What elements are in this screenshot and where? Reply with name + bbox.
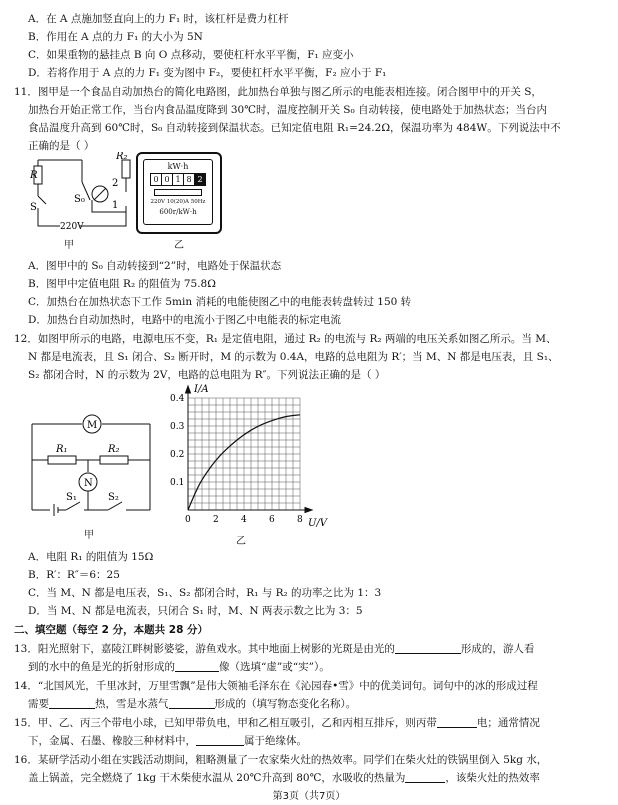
q11-stem-line1: 11．图甲是一个食品自动加热台的简化电路图，此加热台单独与图乙所示的电能表相连接。闭合图甲中的开关 S， [14, 86, 542, 98]
q12-circuit-s1-label: S₁ [66, 492, 77, 503]
q12-iu-chart [168, 382, 328, 528]
q12-circuit-n-label: N [84, 478, 93, 489]
q11-circuit-r-label: R [30, 170, 38, 181]
q16-text: ，该柴火灶的热效率 [445, 772, 540, 784]
q11-circuit-terminal-2: 2 [112, 178, 119, 189]
q12-option-d: D．当 M、N 都是电流表，只闭合 S₁ 时，M、N 两表示数之比为 3：5 [28, 605, 363, 617]
q11-option-a: A．图甲中的 S₀ 自动转接到“2”时，电路处于保温状态 [28, 260, 282, 272]
q11-circuit-r2-label: R₂ [116, 152, 128, 162]
q12-option-c: C．当 M、N 都是电压表，S₁、S₂ 都闭合时，R₁ 与 R₂ 的功率之比为 1：3 [28, 587, 382, 599]
q16-text: 盖上锅盖，完全燃烧了 1kg 干木柴使水温从 20℃升高到 80℃，水吸收的热量为 [28, 772, 406, 784]
q11-meter-spec2: 600r/kW·h [159, 208, 197, 216]
q12-figure-yi-label: 乙 [236, 536, 246, 547]
q11-meter-digit: 0 [151, 174, 162, 185]
q12-chart-ylabel: I/A [194, 384, 209, 395]
q13-blank-1[interactable] [395, 642, 461, 654]
q14-text: 需要 [28, 698, 49, 710]
x-tick-label: 2 [213, 515, 219, 525]
q12-circuit-s2-label: S₂ [108, 492, 119, 503]
q15-text: 电；通常情况 [476, 717, 540, 729]
q13-line2 [28, 660, 330, 676]
y-tick-label: 0.2 [170, 450, 185, 460]
q11-option-c: C．加热台在加热状态下工作 5min 消耗的电能使图乙中的电能表转盘转过 150 转 [28, 296, 412, 308]
q11-option-d: D．加热台自动加热时，电路中的电流小于图乙中电能表的标定电流 [28, 314, 341, 326]
q12-circuit-diagram [26, 412, 156, 520]
q10-option-a: A．在 A 点施加竖直向上的力 F₁ 时，该杠杆是费力杠杆 [28, 13, 289, 25]
q10-option-c: C．如果重物的悬挂点 B 向 O 点移动，要使杠杆水平平衡，F₁ 应变小 [28, 49, 354, 61]
q12-chart-xlabel: U/V [308, 518, 328, 528]
q14-blank-2[interactable] [169, 697, 215, 709]
q16-line1: 16．某研学活动小组在实践活动期间，粗略测量了一农家柴火灶的热效率。同学们在柴火灶的铁锅里倒入 5kg 水， [14, 754, 548, 766]
page-footer: 第3页（共7页） [272, 791, 346, 802]
q11-meter-digit-decimal: 2 [195, 174, 205, 185]
q14-text: 热，雪是水蒸气 [95, 698, 169, 710]
x-tick-label: 6 [269, 515, 275, 525]
section-2-heading: 二、填空题（每空 2 分，本题共 28 分） [14, 624, 209, 636]
q11-circuit-s-label: S [30, 202, 37, 213]
q16-blank-1[interactable] [405, 771, 445, 783]
q12-stem-line3: S₂ 都闭合时，N 的示数为 2V，电路的总电阻为 R″。下列说法正确的是（ ） [28, 369, 386, 381]
q12-stem-line1: 12．如图甲所示的电路，电源电压不变，R₁ 是定值电阻，通过 R₂ 的电流与 R₂ 两端的电压关系如图乙所示。当 M、 [14, 333, 557, 345]
q15-text: 属于绝缘体。 [244, 735, 307, 747]
q11-option-b: B．图甲中定值电阻 R₂ 的阻值为 75.8Ω [28, 278, 216, 290]
q15-text: 15．甲、乙、丙三个带电小球，已知甲带负电，甲和乙相互吸引，乙和丙相互排斥，则丙带 [14, 717, 437, 729]
q11-meter-unit: kW·h [167, 162, 189, 171]
q13-line1 [14, 642, 534, 658]
q11-meter-digit: 8 [184, 174, 195, 185]
q11-meter-digit: 0 [162, 174, 173, 185]
q11-circuit-supply: 220V [60, 222, 84, 232]
q11-stem-line4: 正确的是（ ） [28, 140, 95, 152]
q15-blank-1[interactable] [437, 716, 477, 728]
y-tick-label: 0.3 [170, 422, 185, 432]
q11-circuit-terminal-1: 1 [112, 200, 119, 211]
x-tick-label: 4 [241, 515, 247, 525]
q11-stem-line3: 食品温度升高到 60℃时，S₀ 自动转接到保温状态。已知定值电阻 R₁=24.2Ω，保温功率为 484W。下列说法中不 [28, 122, 561, 134]
q12-circuit-m-label: M [87, 420, 98, 431]
x-tick-label: 0 [185, 515, 191, 525]
q12-option-b: B．R′：R″＝6：25 [28, 569, 120, 581]
q16-line2 [28, 771, 540, 787]
q14-line1: 14．“北国风光，千里冰封，万里雪飘”是伟大领袖毛泽东在《沁园春•雪》中的优美词句。词句中的冰的形成过程 [14, 680, 538, 692]
q14-text: 形成的（填写物态变化名称）。 [214, 698, 357, 710]
q11-stem-line2: 加热台开始正常工作，当台内食品温度降到 30℃时，温度控制开关 S₀ 自动转接，使电路处于加热状态；当台内 [28, 104, 548, 116]
q12-figure-jia-label: 甲 [84, 530, 94, 541]
q13-text: 形成的，游人看 [460, 643, 535, 655]
q11-figure-jia-label: 甲 [64, 240, 74, 251]
y-tick-label: 0.4 [170, 394, 185, 404]
q11-meter-inner [143, 159, 213, 225]
y-tick-label: 0.1 [170, 478, 185, 488]
q14-blank-1[interactable] [49, 697, 95, 709]
q12-circuit-r1-label: R₁ [56, 444, 68, 455]
q15-line1 [14, 716, 540, 732]
q11-meter-digit: 1 [173, 174, 184, 185]
q13-text: 13．阳光照射下，嘉陵江畔树影婆娑，游鱼戏水。其中地面上树影的光斑是由光的 [14, 643, 395, 655]
x-tick-label: 8 [297, 515, 303, 525]
q14-line2 [28, 697, 356, 713]
q12-option-a: A．电阻 R₁ 的阻值为 15Ω [28, 551, 154, 563]
q12-stem-line2: N 都是电流表，且 S₁ 闭合、S₂ 断开时，M 的示数为 0.4A，电路的总电阻为 R′；当 M、N 都是电压表，且 S₁、 [28, 351, 559, 363]
q11-meter-disc-window [154, 189, 202, 196]
q10-option-d: D．若将作用于 A 点的力 F₁ 变为图中 F₂，要使杠杆水平平衡，F₂ 应小于 F₁ [28, 67, 387, 79]
q11-circuit-s0-label: S₀ [74, 194, 85, 205]
q10-option-b: B．作用在 A 点的力 F₁ 的大小为 5N [28, 31, 203, 43]
q11-electricity-meter [136, 152, 222, 234]
q13-text: 到的水中的鱼是光的折射形成的 [28, 661, 175, 673]
q11-meter-spec1: 220V 10(20)A 50Hz [150, 199, 206, 205]
q15-text: 下，金属、石墨、橡胶三种材料中， [28, 735, 196, 747]
q11-figure-yi-label: 乙 [174, 240, 184, 251]
q15-blank-2[interactable] [196, 734, 244, 746]
q13-text: 像（选填“虚”或“实”）。 [219, 661, 330, 673]
q12-circuit-r2-label: R₂ [108, 444, 120, 455]
q11-circuit-diagram [30, 152, 140, 232]
q11-meter-digits [150, 173, 206, 186]
q13-blank-2[interactable] [175, 660, 219, 672]
q15-line2 [28, 734, 307, 750]
